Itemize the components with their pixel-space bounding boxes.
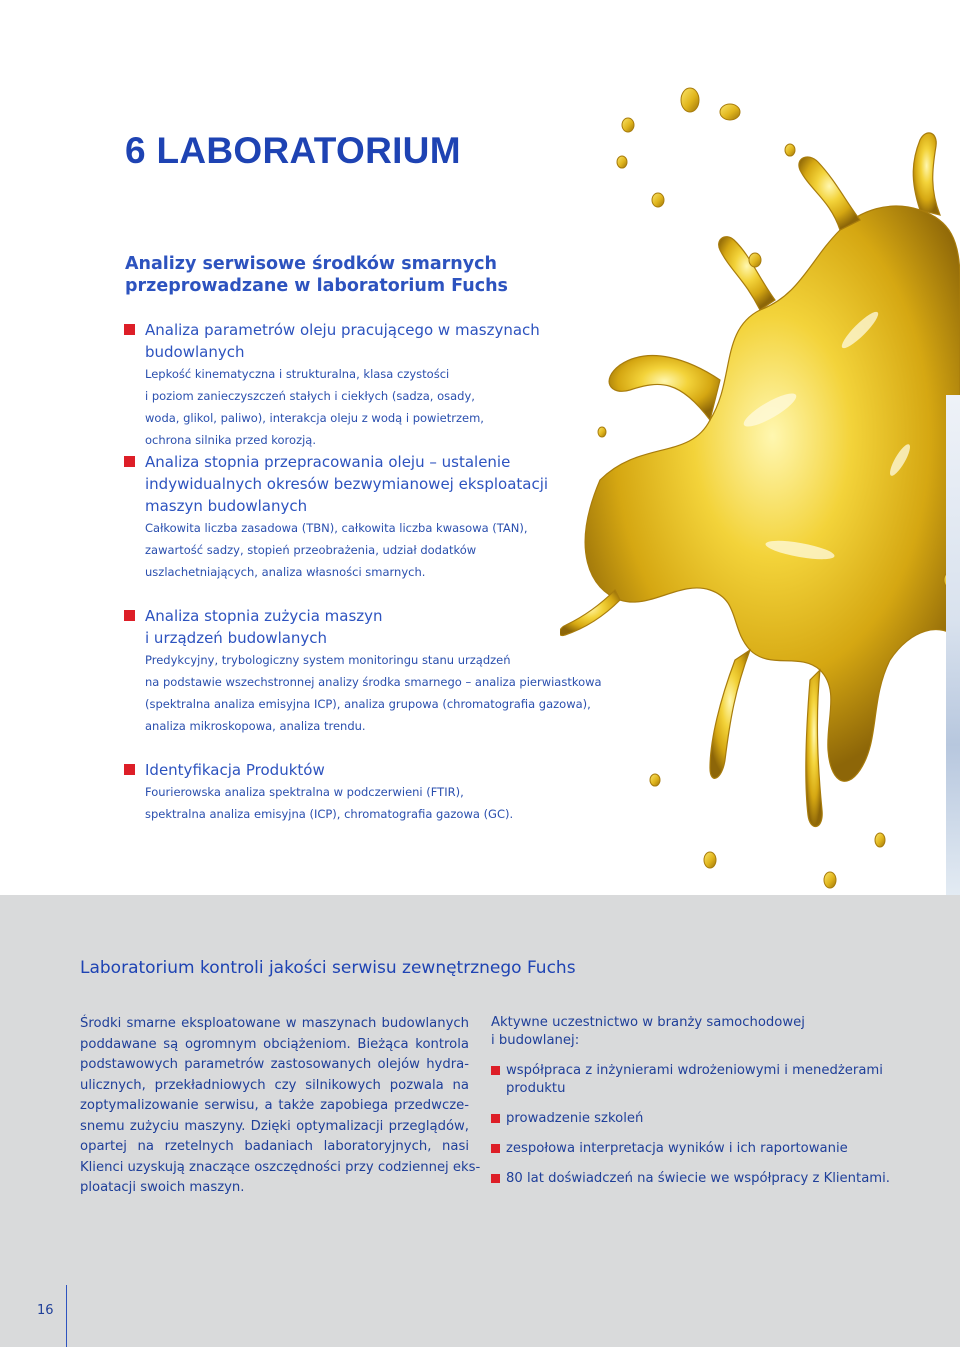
body-line: na podstawie wszechstronnej analizy środka smarnego – analiza pierwiastkowa — [145, 675, 602, 689]
bottom-heading: Laboratorium kontroli jakości serwisu zewnętrznego Fuchs — [80, 958, 576, 978]
section-heading — [124, 605, 624, 649]
list-item-line: 80 lat doświadczeń na świecie we współpracy z Klientami. — [506, 1171, 890, 1186]
section-title — [145, 451, 548, 517]
list-item-line: prowadzenie szkoleń — [506, 1111, 644, 1126]
red-square-bullet-icon — [491, 1114, 500, 1123]
body-line: zawartość sadzy, stopień przeobrażenia, udział dodatków — [145, 543, 477, 557]
section-product-identification — [124, 759, 624, 825]
list-item — [491, 1170, 901, 1188]
section-body — [145, 649, 624, 737]
body-line: uszlachetniających, analiza własności smarnych. — [145, 565, 426, 579]
intro-line: Aktywne uczestnictwo w branży samochodowej — [491, 1015, 805, 1030]
paragraph-line: opartej na rzetelnych badaniach laboratoryjnych, nasi — [80, 1139, 469, 1154]
section-title-line: Analiza parametrów oleju pracującego w maszynach budowlanych — [145, 321, 540, 361]
body-line: Predykcyjny, trybologiczny system monitoringu stanu urządzeń — [145, 653, 511, 667]
section-title-line: Analiza stopnia przepracowania oleju – ustalenie — [145, 453, 511, 471]
red-square-bullet-icon — [124, 324, 135, 335]
bottom-left-paragraph — [80, 1014, 481, 1199]
page-number: 16 — [37, 1303, 54, 1318]
section-title-line: i urządzeń budowlanych — [145, 629, 328, 647]
paragraph-line: zoptymalizowanie serwisu, a także zapobiega przedwcze- — [80, 1098, 469, 1113]
section-title — [145, 759, 325, 781]
section-heading — [124, 319, 624, 363]
body-line: ochrona silnika przed korozją. — [145, 433, 317, 447]
section-heading — [124, 759, 624, 781]
paragraph-line: podstawowych parametrów zastosowanych olejów hydra- — [80, 1057, 469, 1072]
list-item-line: produktu — [506, 1081, 566, 1096]
subtitle-line: przeprowadzane w laboratorium Fuchs — [125, 276, 508, 296]
section-title-line: indywidualnych okresów bezwymianowej eksploatacji — [145, 475, 549, 493]
subtitle-line: Analizy serwisowe środków smarnych — [125, 254, 497, 274]
section-title-line: Identyfikacja Produktów — [145, 761, 325, 779]
red-square-bullet-icon — [124, 764, 135, 775]
body-line: woda, glikol, paliwo), interakcja oleju z wodą i powietrzem, — [145, 411, 484, 425]
list-item-text — [506, 1170, 890, 1188]
section-title — [145, 605, 383, 649]
section-body — [145, 363, 624, 451]
paragraph-line: ploatacji swoich maszyn. — [80, 1180, 245, 1195]
activity-list — [491, 1062, 901, 1188]
page-number-divider — [66, 1285, 67, 1347]
list-item — [491, 1140, 901, 1158]
page-title: 6 LABORATORIUM — [125, 130, 461, 171]
paragraph-line: ulicznych, przekładniowych czy silnikowych pozwala na — [80, 1077, 469, 1093]
list-item-line: zespołowa interpretacja wyników i ich raportowanie — [506, 1141, 848, 1156]
body-line: analiza mikroskopowa, analiza trendu. — [145, 719, 366, 733]
paragraph-line: Środki smarne eksploatowane w maszynach budowlanych — [80, 1016, 469, 1031]
section-heading — [124, 451, 624, 517]
red-square-bullet-icon — [124, 456, 135, 467]
red-square-bullet-icon — [491, 1144, 500, 1153]
bottom-right-column — [491, 1014, 901, 1200]
section-title-line: Analiza stopnia zużycia maszyn — [145, 607, 383, 625]
section-oil-parameters — [124, 319, 624, 451]
body-line: Całkowita liczba zasadowa (TBN), całkowita liczba kwasowa (TAN), — [145, 521, 528, 535]
paragraph-line: snemu zużyciu maszyny. Dzięki optymalizacji przeglądów, — [80, 1118, 469, 1134]
section-title — [145, 319, 624, 363]
body-line: Fourierowska analiza spektralna w podczerwieni (FTIR), — [145, 785, 464, 799]
right-intro — [491, 1014, 901, 1050]
intro-line: i budowlanej: — [491, 1033, 580, 1048]
paragraph-line: poddawane są ogromnym obciążeniom. Bieżąca kontrola — [80, 1036, 469, 1052]
red-square-bullet-icon — [491, 1066, 500, 1075]
section-title-line: maszyn budowlanych — [145, 497, 308, 515]
section-body — [145, 517, 624, 583]
list-item — [491, 1110, 901, 1128]
list-item-text — [506, 1110, 643, 1128]
list-item-line: współpraca z inżynierami wdrożeniowymi i menedżerami — [506, 1063, 883, 1078]
list-item-text — [506, 1140, 848, 1158]
body-line: Lepkość kinematyczna i strukturalna, klasa czystości — [145, 367, 450, 381]
body-line: spektralna analiza emisyjna (ICP), chromatografia gazowa (GC). — [145, 807, 514, 821]
right-edge-image-strip — [946, 395, 960, 895]
paragraph-line: Klienci uzyskują znaczące oszczędności przy codziennej eks- — [80, 1159, 481, 1175]
page-subtitle — [125, 253, 545, 297]
section-oil-wear-degree — [124, 451, 624, 583]
red-square-bullet-icon — [491, 1174, 500, 1183]
list-item-text — [506, 1062, 883, 1098]
body-line: i poziom zanieczyszczeń stałych i ciekłych (sadza, osady, — [145, 389, 475, 403]
list-item — [491, 1062, 901, 1098]
section-body — [145, 781, 624, 825]
body-line: (spektralna analiza emisyjna ICP), analiza grupowa (chromatografia gazowa), — [145, 697, 591, 711]
section-machine-wear — [124, 605, 624, 737]
red-square-bullet-icon — [124, 610, 135, 621]
